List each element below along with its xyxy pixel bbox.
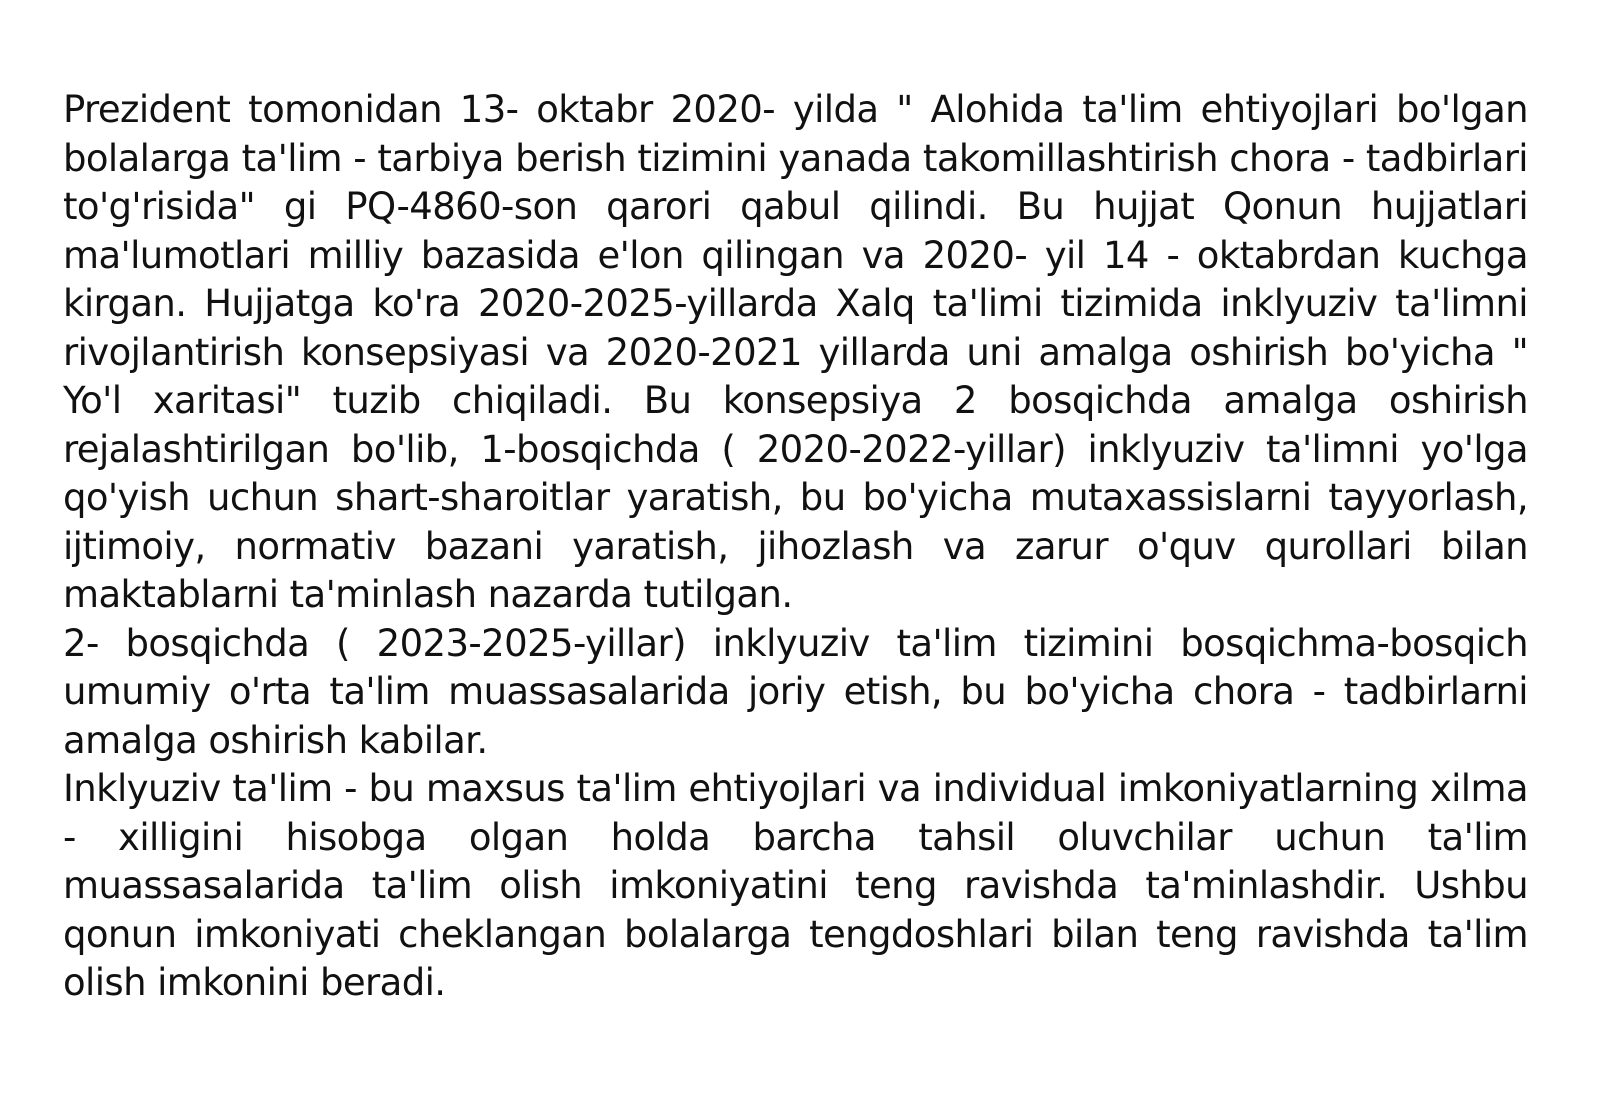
paragraph-decree: Prezident tomonidan 13- oktabr 2020- yilda " Alohida ta'lim ehtiyojlari bo'lgan bolalarga ta'lim - tarbiya berish tizimini yanada takomillashtirish chora - tadbirlari to'g'risida" gi PQ-4860-son qarori qabul qilindi. Bu hujjat Qonun hujjatlari ma'lumotlari milliy bazasida e'lon qilingan va 2020- yil 14 - oktabrdan kuchga kirgan. Hujjatga ko'ra 2020-2025-yillarda Xalq ta'limi tizimida inklyuziv ta'limni rivojlantirish konsepsiyasi va 2020-2021 yillarda uni amalga oshirish bo'yicha " Yo'l xaritasi" tuzib chiqiladi. Bu konsepsiya 2 bosqichda amalga oshirish rejalashtirilgan bo'lib, 1-bosqichda ( 2020-2022-yillar) inklyuziv ta'limni yo'lga qo'yish uchun shart-sharoitlar yaratish, bu bo'yicha mutaxassislarni tayyorlash, ijtimoiy, normativ bazani yaratish, jihozlash va zarur o'quv qurollari bilan maktablarni ta'minlash nazarda tutilgan. xyxy=(63,88,1528,616)
paragraph-inclusive-education: Inklyuziv ta'lim - bu maxsus ta'lim ehtiyojlari va individual imkoniyatlarning xilma - xilligini hisobga olgan holda barcha tahsil oluvchilar uchun ta'lim muassasalarida ta'lim olish imkoniyatini teng ravishda ta'minlashdir. Ushbu qonun imkoniyati cheklangan bolalarga tengdoshlari bilan teng ravishda ta'lim olish imkonini beradi. xyxy=(63,767,1528,1004)
paragraph-second-stage: 2- bosqichda ( 2023-2025-yillar) inklyuziv ta'lim tizimini bosqichma-bosqich umumiy o'rta ta'lim muassasalarida joriy etish, bu bo'yicha chora - tadbirlarni amalga oshirish kabilar. xyxy=(63,621,1528,762)
document-body xyxy=(63,86,1528,1008)
